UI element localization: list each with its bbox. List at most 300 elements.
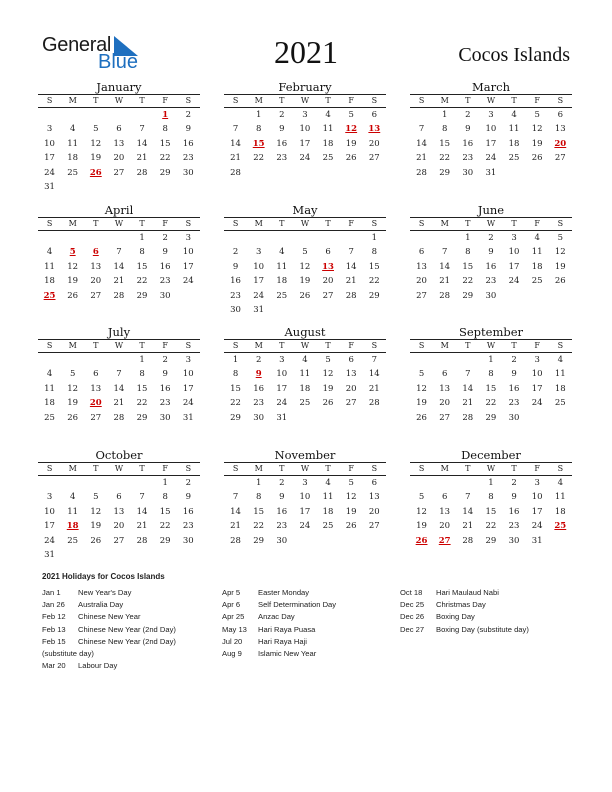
date-cell: 28 (439, 290, 451, 301)
month-name: May (292, 203, 318, 217)
week-row (410, 166, 572, 180)
date-cell: 5 (348, 110, 354, 120)
date-cell (107, 476, 130, 490)
date-cell: 29 (462, 290, 474, 301)
date-cell (293, 303, 316, 317)
date-cell: 12 (345, 492, 357, 503)
date-cell (61, 180, 84, 194)
date-cell: 14 (345, 261, 357, 272)
date-cell: 1 (162, 478, 168, 488)
date-cell: 26 (299, 290, 311, 301)
date-cell: 8 (441, 124, 448, 135)
holiday-name: Chinese New Year (78, 612, 141, 622)
date-cell: 30 (182, 167, 194, 178)
date-cell: 3 (46, 124, 53, 135)
month-april (38, 203, 200, 303)
holiday-date-label: Feb 13 (42, 624, 66, 634)
date-cell (38, 476, 61, 490)
date-cell (410, 353, 433, 367)
date-cell: 18 (44, 398, 55, 409)
date-cell: 5 (557, 233, 564, 243)
date-cell (224, 476, 247, 490)
weekday-label: S (557, 96, 564, 105)
date-cell (131, 548, 154, 562)
weekday-label: M (68, 219, 77, 228)
date-cell: 14 (113, 383, 125, 394)
date-cell: 24 (531, 521, 543, 532)
weekday-header (410, 95, 572, 108)
date-cell: 12 (554, 247, 566, 258)
date-cell: 9 (511, 369, 517, 380)
date-cell (340, 166, 363, 180)
weekday-label: M (440, 96, 449, 105)
holiday-column (222, 587, 336, 660)
date-cell (549, 166, 572, 180)
date-cell: 14 (416, 138, 427, 149)
date-cell: 13 (345, 369, 357, 380)
date-cell: 6 (116, 492, 122, 503)
date-cell: 8 (232, 369, 239, 380)
holiday-row (400, 624, 529, 636)
holiday-date-label: Feb 12 (42, 612, 66, 622)
date-cell: 30 (159, 290, 171, 301)
date-cell: 18 (299, 383, 311, 394)
week-row (224, 108, 386, 122)
date-cell: 9 (511, 492, 517, 503)
date-cell: 27 (554, 153, 566, 164)
date-cell: 2 (279, 478, 285, 488)
date-cell: 7 (465, 369, 471, 380)
date-cell: 24 (276, 398, 288, 409)
date-cell: 10 (531, 369, 543, 380)
date-cell: 30 (230, 304, 241, 315)
date-cell: 5 (93, 124, 99, 135)
date-cell: 23 (182, 153, 194, 164)
date-cell: 24 (508, 276, 520, 287)
holiday-row (42, 599, 176, 611)
month-name: April (104, 203, 134, 217)
holiday-name: New Year's Day (78, 588, 132, 597)
week-row (38, 548, 200, 562)
weekday-label: T (325, 96, 331, 105)
weekday-header (410, 218, 572, 231)
week-row (38, 534, 200, 548)
date-cell: 12 (416, 506, 427, 517)
weekday-label: S (46, 341, 53, 350)
date-cell (247, 231, 270, 245)
week-row (410, 151, 572, 165)
date-cell: 12 (90, 138, 102, 149)
date-cell (61, 548, 84, 562)
holiday-name: Christmas Day (436, 600, 486, 610)
holiday-row (400, 599, 529, 611)
date-cell: 18 (322, 138, 334, 149)
date-cell: 28 (462, 535, 474, 546)
date-cell: 13 (554, 124, 566, 135)
date-cell (247, 166, 270, 180)
week-row (410, 353, 572, 367)
week-row (38, 245, 200, 259)
date-cell: 19 (416, 521, 427, 532)
date-cell: 22 (159, 153, 171, 164)
date-cell: 2 (488, 233, 494, 243)
week-row (410, 274, 572, 288)
date-cell: 26 (67, 412, 79, 423)
date-cell: 26 (345, 521, 357, 532)
date-cell: 6 (418, 247, 425, 258)
weekday-label: F (162, 219, 168, 228)
weekday-label: W (114, 341, 124, 350)
date-cell: 18 (508, 138, 520, 149)
date-cell: 15 (136, 261, 148, 272)
holiday-name: Boxing Day (436, 612, 475, 622)
weekday-label: T (325, 341, 331, 350)
holiday-row (42, 611, 176, 623)
holiday-date-label: Dec 25 (400, 600, 425, 610)
date-cell: 28 (230, 167, 241, 178)
date-cell (549, 411, 572, 425)
weekday-label: T (279, 464, 285, 473)
date-cell: 14 (230, 506, 241, 517)
date-cell: 17 (531, 506, 543, 517)
date-cell: 6 (557, 110, 564, 120)
date-cell: 15 (253, 506, 265, 517)
date-cell: 7 (232, 492, 239, 503)
holiday-row (222, 587, 336, 599)
date-cell: 25 (67, 167, 79, 178)
week-row (38, 382, 200, 396)
week-row (224, 367, 386, 381)
date-cell: 31 (253, 304, 265, 315)
date-cell: 1 (232, 355, 239, 365)
week-row (410, 519, 572, 533)
date-cell: 2 (185, 478, 192, 488)
date-cell: 30 (508, 535, 520, 546)
holiday-date-label: Dec 26 (400, 612, 425, 622)
week-row (224, 151, 386, 165)
weekday-header (38, 218, 200, 231)
date-cell: 14 (462, 383, 474, 394)
week-row (224, 166, 386, 180)
date-cell (107, 548, 130, 562)
month-march (410, 80, 572, 180)
date-cell (270, 303, 293, 317)
date-cell: 10 (299, 124, 311, 135)
date-cell (293, 166, 316, 180)
date-cell: 10 (276, 369, 288, 380)
week-row (224, 396, 386, 410)
date-cell (317, 231, 340, 245)
date-cell: 8 (488, 492, 494, 503)
week-row (224, 490, 386, 504)
date-cell: 9 (279, 492, 285, 503)
date-cell: 15 (159, 138, 171, 149)
date-cell: 18 (44, 276, 55, 287)
weekday-label: T (511, 464, 517, 473)
date-cell: 10 (485, 124, 497, 135)
holiday-date-label: Feb 15 (42, 636, 66, 646)
holiday-name: Self Determination Day (258, 600, 337, 610)
date-cell: 29 (485, 412, 497, 423)
weekday-label: W (486, 96, 496, 105)
date-cell: 28 (345, 290, 357, 301)
month-name: March (472, 80, 510, 94)
date-cell: 16 (276, 138, 288, 149)
date-cell: 12 (416, 383, 427, 394)
holiday-row (222, 648, 336, 660)
date-cell: 4 (557, 355, 564, 365)
holiday-row (222, 636, 336, 648)
weekday-label: S (371, 341, 378, 350)
month-november (224, 448, 386, 548)
date-cell: 28 (368, 398, 380, 409)
week-row (410, 289, 572, 303)
weekday-label: T (511, 341, 517, 350)
date-cell: 19 (90, 153, 102, 164)
date-cell: 23 (508, 521, 520, 532)
date-cell: 9 (232, 261, 239, 272)
date-cell: 2 (465, 110, 471, 120)
date-cell: 22 (230, 398, 241, 409)
date-cell: 6 (93, 369, 99, 380)
date-cell: 1 (255, 478, 262, 488)
weekday-label: S (46, 96, 53, 105)
weekday-header (38, 95, 200, 108)
weekday-label: S (185, 341, 192, 350)
date-cell: 19 (416, 398, 427, 409)
holiday-date-label: Aug 9 (222, 648, 242, 658)
date-cell: 26 (67, 290, 79, 301)
week-row (224, 519, 386, 533)
holiday-date: 20 (554, 138, 567, 149)
date-cell: 5 (534, 110, 540, 120)
date-cell: 6 (325, 247, 331, 258)
date-cell: 1 (488, 478, 494, 488)
date-cell: 31 (44, 549, 55, 560)
weekday-label: F (534, 341, 540, 350)
weekday-header (410, 463, 572, 476)
weekday-label: F (162, 464, 168, 473)
date-cell: 19 (90, 521, 102, 532)
holiday-date: 13 (368, 124, 381, 135)
date-cell: 3 (185, 355, 192, 365)
date-cell: 23 (462, 153, 474, 164)
date-cell: 7 (348, 247, 354, 258)
date-cell: 11 (44, 383, 55, 394)
date-cell: 19 (531, 138, 543, 149)
date-cell: 7 (441, 247, 448, 258)
date-cell: 13 (439, 506, 451, 517)
date-cell (317, 534, 340, 548)
date-cell: 2 (279, 110, 285, 120)
date-cell (340, 534, 363, 548)
date-cell (38, 231, 61, 245)
date-cell: 17 (44, 521, 55, 532)
date-cell: 21 (462, 398, 474, 409)
date-cell (340, 303, 363, 317)
date-cell (363, 534, 386, 548)
date-cell: 15 (485, 506, 497, 517)
date-cell: 3 (534, 478, 540, 488)
weekday-label: S (557, 464, 564, 473)
date-cell: 20 (368, 138, 380, 149)
date-cell: 29 (136, 412, 148, 423)
holiday-name: Easter Monday (258, 588, 310, 597)
date-cell: 14 (368, 369, 380, 380)
date-cell: 26 (531, 153, 543, 164)
date-cell: 22 (253, 153, 265, 164)
date-cell: 23 (230, 290, 241, 301)
weekday-label: S (185, 219, 192, 228)
week-row (38, 260, 200, 274)
date-cell (340, 231, 363, 245)
month-september (410, 325, 572, 425)
date-cell: 25 (44, 412, 55, 423)
weekday-label: T (465, 96, 471, 105)
date-cell: 10 (253, 261, 265, 272)
date-cell: 23 (253, 398, 265, 409)
date-cell (107, 353, 130, 367)
date-cell (84, 180, 107, 194)
weekday-label: S (418, 96, 425, 105)
weekday-label: F (534, 96, 540, 105)
date-cell: 29 (136, 290, 148, 301)
date-cell: 7 (465, 492, 471, 503)
date-cell: 22 (485, 521, 497, 532)
holiday-list (42, 572, 582, 671)
date-cell: 27 (439, 412, 451, 423)
date-cell (84, 476, 107, 490)
date-cell: 7 (139, 124, 145, 135)
week-row (38, 231, 200, 245)
weekday-label: S (232, 341, 239, 350)
date-cell: 31 (182, 412, 194, 423)
date-cell: 2 (511, 355, 517, 365)
date-cell: 27 (416, 290, 427, 301)
date-cell: 16 (485, 261, 497, 272)
holiday-name: Australia Day (78, 600, 124, 610)
weekday-label: M (254, 96, 263, 105)
date-cell: 28 (136, 535, 148, 546)
date-cell: 21 (113, 398, 125, 409)
date-cell: 11 (299, 369, 311, 380)
date-cell: 17 (485, 138, 497, 149)
holiday-row (400, 611, 529, 623)
date-cell: 20 (345, 383, 357, 394)
week-row (224, 505, 386, 519)
week-row (38, 490, 200, 504)
date-cell: 1 (465, 233, 471, 243)
weekday-label: T (325, 219, 331, 228)
date-cell: 9 (162, 369, 168, 380)
date-cell: 14 (136, 138, 148, 149)
date-cell: 27 (368, 153, 380, 164)
date-cell: 13 (113, 506, 125, 517)
date-cell (84, 108, 107, 122)
date-cell: 23 (159, 398, 171, 409)
date-cell: 22 (485, 398, 497, 409)
week-row (410, 505, 572, 519)
date-cell: 21 (416, 153, 427, 164)
date-cell: 31 (531, 535, 543, 546)
week-row (224, 245, 386, 259)
holiday-name: Chinese New Year (2nd Day) (78, 636, 176, 646)
date-cell (131, 476, 154, 490)
holiday-date: 20 (89, 398, 102, 409)
weekday-label: T (279, 341, 285, 350)
date-cell: 3 (46, 492, 53, 503)
date-cell: 4 (46, 369, 53, 380)
weekday-label: T (511, 219, 517, 228)
date-cell: 3 (255, 247, 262, 258)
week-row (38, 411, 200, 425)
weekday-header (224, 218, 386, 231)
date-cell (107, 231, 130, 245)
date-cell (270, 166, 293, 180)
date-cell: 1 (139, 233, 145, 243)
date-cell (363, 411, 386, 425)
holiday-date-label: Apr 25 (222, 612, 245, 622)
date-cell (363, 166, 386, 180)
week-row (224, 476, 386, 490)
weekday-label: M (440, 464, 449, 473)
week-row (224, 303, 386, 317)
weekday-label: T (325, 464, 331, 473)
date-cell (61, 353, 84, 367)
date-cell: 30 (253, 412, 265, 423)
date-cell: 9 (185, 124, 192, 135)
holiday-row (222, 611, 336, 623)
date-cell: 30 (276, 535, 288, 546)
date-cell: 11 (322, 492, 334, 503)
date-cell: 8 (162, 124, 168, 135)
date-cell: 4 (511, 110, 517, 120)
date-cell (433, 231, 456, 245)
date-cell (154, 548, 177, 562)
date-cell: 26 (90, 535, 102, 546)
date-cell: 20 (90, 276, 102, 287)
date-cell (224, 231, 247, 245)
week-row (410, 367, 572, 381)
weekday-label: S (46, 219, 53, 228)
weekday-label: S (418, 219, 425, 228)
month-name: September (458, 325, 524, 339)
date-cell: 14 (113, 261, 125, 272)
date-cell: 3 (302, 478, 308, 488)
date-cell: 18 (554, 383, 566, 394)
week-row (38, 476, 200, 490)
holiday-date: 18 (66, 521, 79, 532)
month-name: December (461, 448, 521, 462)
date-cell: 3 (279, 355, 285, 365)
weekday-label: F (348, 464, 354, 473)
month-name: January (96, 80, 142, 94)
weekday-label: S (46, 464, 53, 473)
date-cell: 15 (159, 506, 171, 517)
date-cell: 23 (276, 521, 288, 532)
holiday-date: 27 (438, 535, 451, 546)
date-cell: 18 (531, 261, 543, 272)
date-cell (107, 108, 130, 122)
date-cell: 19 (345, 138, 357, 149)
date-cell: 17 (508, 261, 520, 272)
weekday-label: S (557, 219, 564, 228)
date-cell: 15 (368, 261, 380, 272)
date-cell (363, 303, 386, 317)
weekday-label: S (418, 341, 425, 350)
weekday-label: T (139, 219, 145, 228)
weekday-label: S (232, 219, 239, 228)
